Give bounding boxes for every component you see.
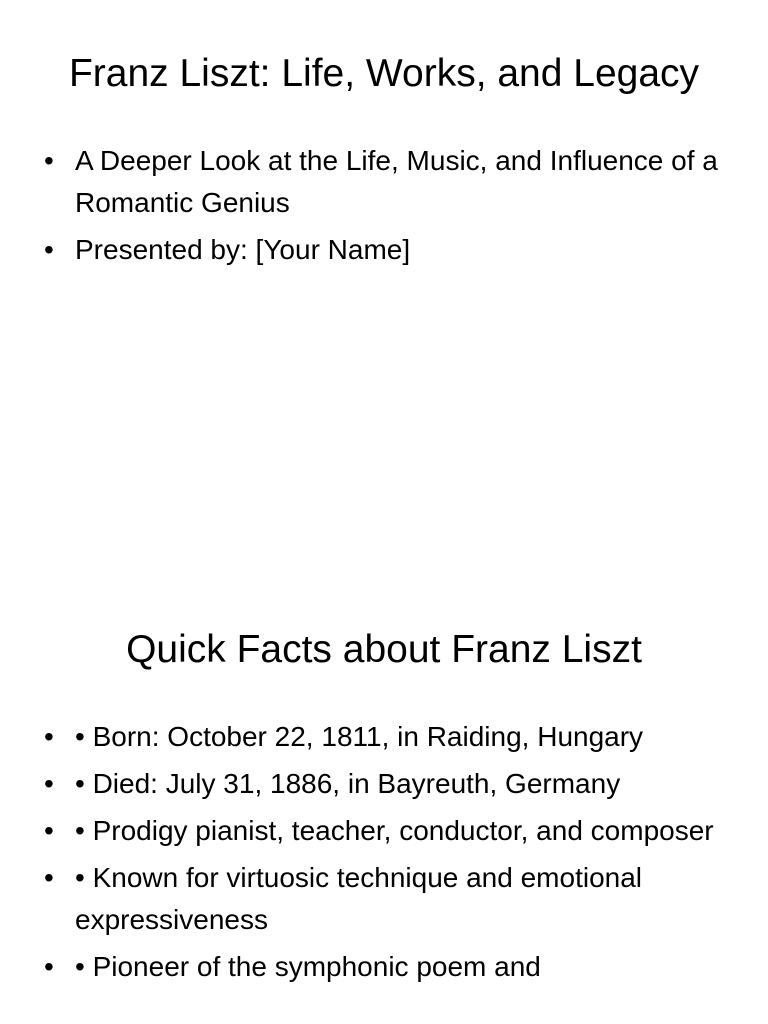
quick-facts-slide (0, 576, 768, 1024)
bullet-item (0, 857, 768, 941)
bullet-item (0, 810, 768, 852)
bullet-marker: • (44, 862, 54, 893)
bullet-marker: • (44, 815, 54, 846)
bullet-item (0, 140, 768, 224)
bullet-marker: • (44, 951, 54, 982)
bullet-list (0, 716, 768, 993)
bullet-text: • Known for virtuosic technique and emotional expressiveness (75, 862, 643, 935)
slide-title: Franz Liszt: Life, Works, and Legacy (68, 52, 700, 95)
bullet-marker: • (44, 234, 54, 265)
bullet-item (0, 716, 768, 758)
bullet-marker: • (44, 721, 54, 752)
bullet-marker: • (44, 768, 54, 799)
bullet-marker: • (44, 145, 54, 176)
bullet-item (0, 763, 768, 805)
bullet-text: • Pioneer of the symphonic poem and (75, 951, 541, 982)
bullet-text: Presented by: [Your Name] (75, 234, 411, 265)
slide-title: Quick Facts about Franz Liszt (126, 628, 642, 671)
bullet-text: • Died: July 31, 1886, in Bayreuth, Germany (75, 768, 621, 799)
bullet-text: A Deeper Look at the Life, Music, and Influence of a Romantic Genius (75, 145, 718, 218)
bullet-text: • Born: October 22, 1811, in Raiding, Hungary (75, 721, 644, 752)
bullet-text: • Prodigy pianist, teacher, conductor, and composer (75, 815, 714, 846)
bullet-list (0, 140, 768, 276)
bullet-item (0, 946, 768, 988)
bullet-item (0, 229, 768, 271)
